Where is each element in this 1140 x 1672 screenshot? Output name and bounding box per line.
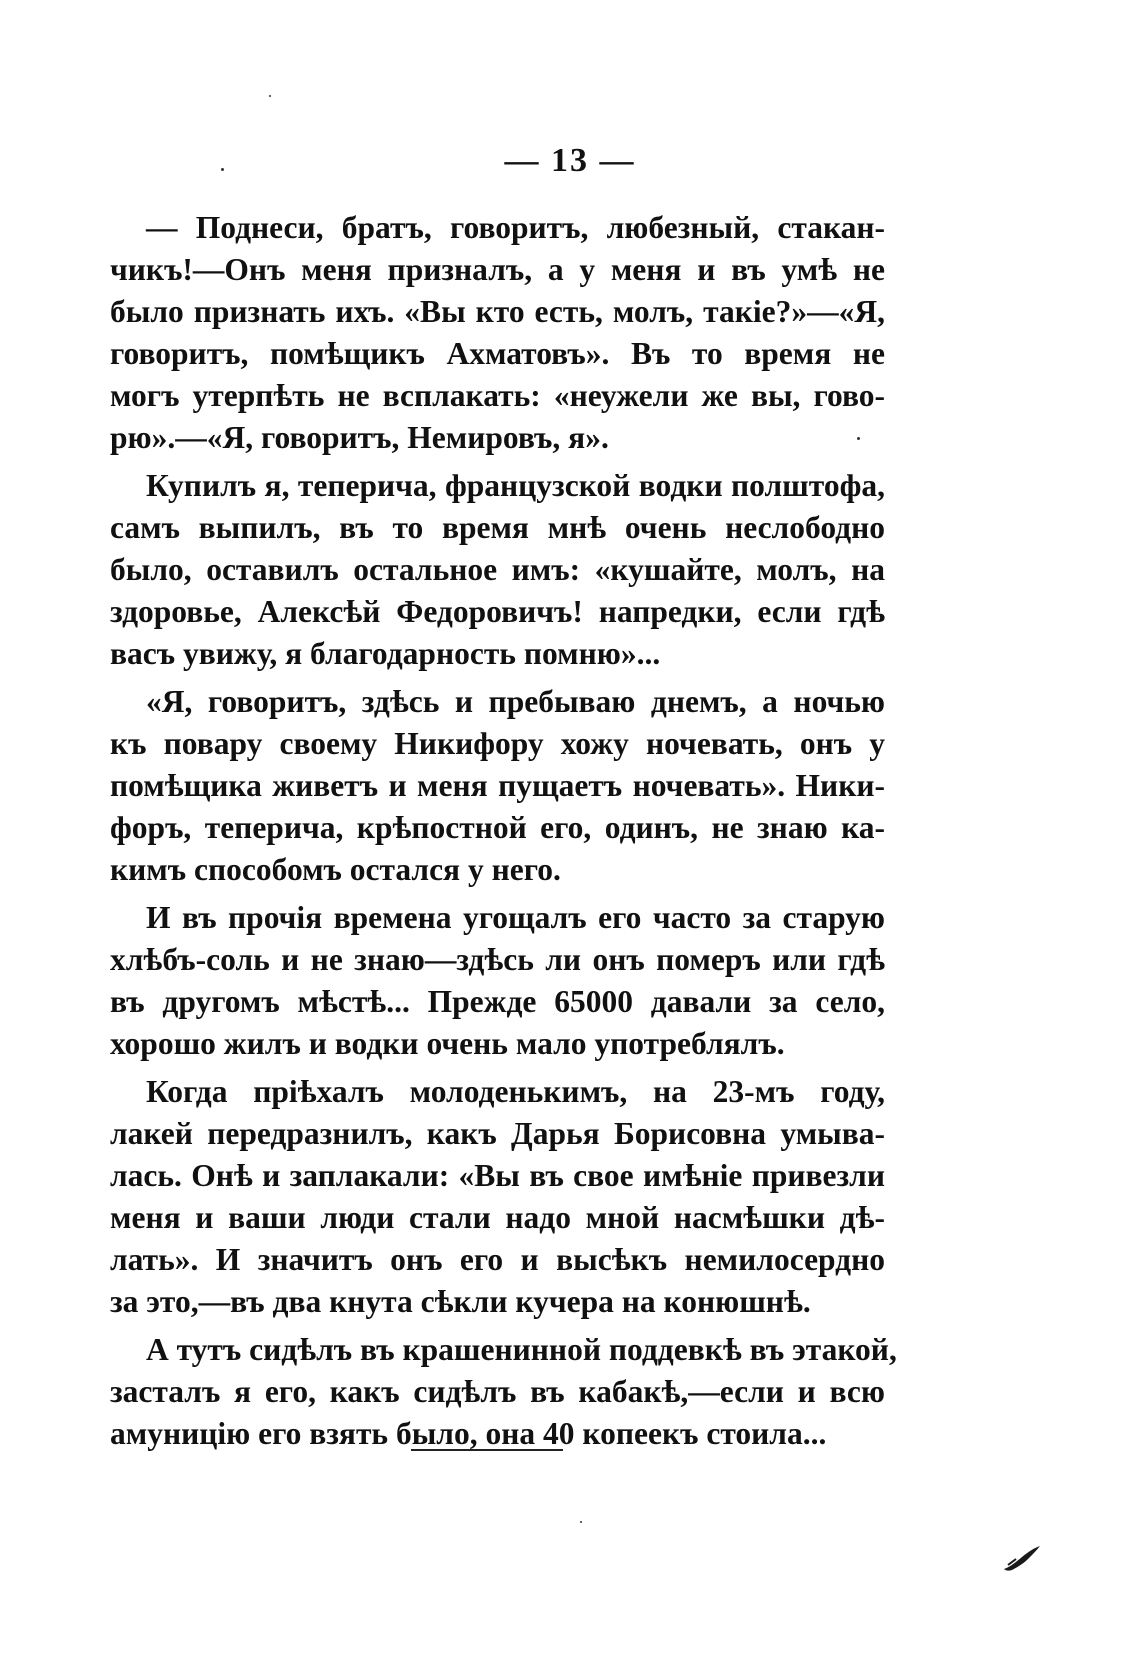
text-line: хорошо жилъ и водки очень мало употреблялъ. [110,1026,785,1061]
body-text [110,207,897,1455]
text-line: васъ увижу, я благодарность помню»... [110,636,661,671]
paragraph [110,897,885,1065]
text-line: говоритъ, помѣщикъ Ахматовъ». Въ то время не [110,336,885,371]
text-line: меня и ваши люди стали надо мной насмѣшки дѣ- [110,1200,885,1235]
text-line: — Поднеси, братъ, говоритъ, любезный, стакан- [146,210,885,245]
text-line: за это,—въ два кнута сѣкли кучера на конюшнѣ. [110,1284,811,1319]
paragraph [110,1329,897,1455]
text-line: самъ выпилъ, въ то время мнѣ очень неслободно [110,510,885,545]
scan-speck [221,168,224,171]
text-line: лать». И значитъ онъ его и высѣкъ немилосердно [110,1242,885,1277]
text-line: засталъ я его, какъ сидѣлъ въ кабакѣ,—если и всю [110,1374,885,1409]
text-line: въ другомъ мѣстѣ... Прежде 65000 давали за село, [110,984,885,1019]
scan-speck [580,1521,582,1523]
text-line: хлѣбъ-соль и не знаю—здѣсь ли онъ померъ или гдѣ [110,942,885,977]
text-line: было, оставилъ остальное имъ: «кушайте, молъ, на [110,552,885,587]
paragraph [110,1071,885,1323]
text-line: здоровье, Алексѣй Федоровичъ! напредки, если гдѣ [110,594,885,629]
text-line: рю».—«Я, говоритъ, Немировъ, я». [110,420,609,455]
text-line: было признать ихъ. «Вы кто есть, молъ, такіе?»—«Я, [110,294,885,329]
text-line: «Я, говоритъ, здѣсь и пребываю днемъ, а ночью [146,684,885,719]
paragraph [110,465,885,675]
ink-mark [1002,1545,1042,1573]
paragraph [110,681,885,891]
text-line: амуницію его взять было, она 40 копеекъ стоила... [110,1416,827,1451]
text-line: форъ, теперича, крѣпостной его, одинъ, не знаю ка- [110,810,885,845]
text-line: кимъ способомъ остался у него. [110,852,561,887]
text-line: А тутъ сидѣлъ въ крашенинной поддевкѣ въ этакой, [146,1332,897,1367]
text-line: могъ утерпѣть не всплакать: «неужели же вы, гово- [110,378,885,413]
text-line: чикъ!—Онъ меня призналъ, а у меня и въ умѣ не [110,252,885,287]
text-line: лакей передразнилъ, какъ Дарья Борисовна умыва- [110,1116,885,1151]
text-line: помѣщика живетъ и меня пущаетъ ночевать». Ники- [110,768,885,803]
scan-speck [857,437,860,440]
text-line: И въ прочія времена угощалъ его часто за старую [146,900,885,935]
text-line: къ повару своему Никифору хожу ночевать, онъ у [110,726,885,761]
text-line: Когда пріѣхалъ молоденькимъ, на 23-мъ году, [146,1074,885,1109]
paragraph [110,207,885,459]
scan-speck [269,95,271,97]
page-number: — 13 — [504,142,636,179]
text-line: лась. Онѣ и заплакали: «Вы въ свое имѣніе привезли [110,1158,885,1193]
end-rule [411,1449,563,1451]
text-line: Купилъ я, теперича, французской водки полштофа, [146,468,885,503]
